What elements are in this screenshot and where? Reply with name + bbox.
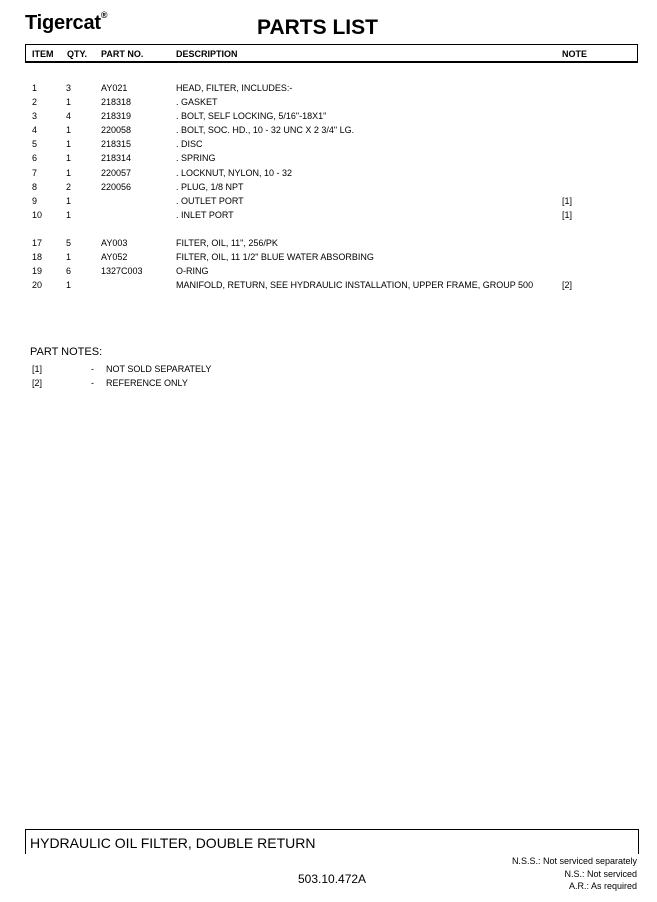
document-number: 503.10.472A: [298, 872, 367, 886]
item-number-cell: 9: [32, 195, 38, 206]
table-row: [0, 266, 657, 280]
part-number-cell: 220056: [101, 181, 132, 192]
item-number-cell: 5: [32, 139, 38, 150]
quantity-cell: 1: [66, 139, 72, 150]
part-number-cell: 218319: [101, 111, 132, 122]
item-number-cell: 17: [32, 237, 43, 248]
legend-line: A.R.: As required: [568, 881, 637, 891]
note-cell: [1]: [562, 195, 573, 206]
description-cell: . GASKET: [176, 97, 218, 108]
description-cell: HEAD, FILTER, INCLUDES:-: [176, 83, 293, 93]
description-cell: MANIFOLD, RETURN, SEE HYDRAULIC INSTALLATION, UPPER FRAME, GROUP 500: [176, 280, 534, 291]
abbreviation-legend: [512, 855, 637, 893]
part-notes-title: PART NOTES:: [30, 346, 103, 358]
item-number-cell: 4: [32, 125, 38, 136]
table-row: [0, 196, 657, 210]
col-header-note: NOTE: [562, 49, 588, 59]
table-row: [0, 238, 657, 252]
part-note-key: [1]: [32, 364, 43, 374]
table-row: [0, 97, 657, 111]
item-number-cell: 7: [32, 167, 38, 178]
part-number-cell: 218314: [101, 153, 132, 164]
quantity-cell: 5: [66, 237, 72, 248]
part-number-cell: 220057: [101, 167, 132, 178]
item-number-cell: 1: [32, 83, 38, 93]
quantity-cell: 1: [66, 153, 72, 164]
note-cell: [1]: [562, 209, 573, 220]
quantity-cell: 3: [66, 83, 72, 93]
table-row: [0, 280, 657, 294]
description-cell: FILTER, OIL, 11 1/2" BLUE WATER ABSORBING: [176, 252, 374, 263]
part-note-text: NOT SOLD SEPARATELY: [106, 364, 212, 374]
quantity-cell: 4: [66, 111, 72, 122]
note-cell: [2]: [562, 280, 573, 291]
item-number-cell: 3: [32, 111, 38, 122]
brand-logo: [25, 12, 107, 35]
row-spacer: [0, 224, 657, 238]
table-row: [0, 139, 657, 153]
description-cell: . DISC: [176, 139, 203, 150]
table-row: [0, 252, 657, 266]
part-number-cell: 218315: [101, 139, 132, 150]
description-cell: FILTER, OIL, 11", 256/PK: [176, 237, 278, 248]
part-note-dash: -: [91, 364, 94, 374]
table-row: [0, 125, 657, 139]
part-number-cell: AY021: [101, 83, 128, 93]
item-number-cell: 8: [32, 181, 38, 192]
description-cell: . OUTLET PORT: [176, 195, 244, 206]
item-number-cell: 20: [32, 280, 43, 291]
table-row: [0, 83, 657, 97]
item-number-cell: 10: [32, 209, 43, 220]
description-cell: . BOLT, SOC. HD., 10 - 32 UNC X 2 3/4" LG.: [176, 125, 355, 136]
table-row: [0, 210, 657, 224]
footer-title-box: [25, 829, 639, 854]
part-number-cell: 218318: [101, 97, 132, 108]
item-number-cell: 18: [32, 252, 43, 263]
col-header-qty: QTY.: [67, 49, 88, 59]
table-row: [0, 153, 657, 167]
col-header-part-no: PART NO.: [101, 49, 144, 59]
table-row: [0, 182, 657, 196]
part-number-cell: AY052: [101, 252, 128, 263]
table-row: [0, 168, 657, 182]
quantity-cell: 6: [66, 266, 72, 277]
part-note-text: REFERENCE ONLY: [106, 378, 188, 388]
quantity-cell: 1: [66, 125, 72, 136]
quantity-cell: 2: [66, 181, 72, 192]
col-header-item: ITEM: [32, 49, 54, 59]
quantity-cell: 1: [66, 209, 72, 220]
table-header: [25, 44, 638, 63]
item-number-cell: 6: [32, 153, 38, 164]
item-number-cell: 2: [32, 97, 38, 108]
quantity-cell: 1: [66, 97, 72, 108]
part-note-key: [2]: [32, 378, 43, 388]
legend-line: N.S.: Not serviced: [564, 868, 637, 879]
item-number-cell: 19: [32, 266, 43, 277]
quantity-cell: 1: [66, 167, 72, 178]
quantity-cell: 1: [66, 252, 72, 263]
description-cell: . PLUG, 1/8 NPT: [176, 181, 244, 192]
part-note-dash: -: [91, 378, 94, 388]
description-cell: O-RING: [176, 266, 209, 277]
page-title: PARTS LIST: [257, 16, 378, 39]
part-number-cell: 220058: [101, 125, 132, 136]
col-header-description: DESCRIPTION: [176, 49, 238, 59]
part-number-cell: 1327C003: [101, 266, 143, 277]
legend-line: N.S.S.: Not serviced separately: [511, 856, 637, 866]
description-cell: . BOLT, SELF LOCKING, 5/16"-18X1": [176, 111, 327, 122]
quantity-cell: 1: [66, 280, 72, 291]
parts-table-body: [0, 83, 657, 294]
description-cell: . LOCKNUT, NYLON, 10 - 32: [176, 167, 293, 178]
table-row: [0, 111, 657, 125]
quantity-cell: 1: [66, 195, 72, 206]
registered-mark: ®: [100, 10, 108, 21]
description-cell: . SPRING: [176, 153, 216, 164]
part-number-cell: AY003: [101, 237, 128, 248]
description-cell: . INLET PORT: [176, 209, 234, 220]
part-note-row: [0, 364, 657, 377]
assembly-title: HYDRAULIC OIL FILTER, DOUBLE RETURN: [30, 835, 316, 851]
logo-text: Tigercat: [25, 12, 101, 34]
part-note-row: [0, 378, 657, 391]
